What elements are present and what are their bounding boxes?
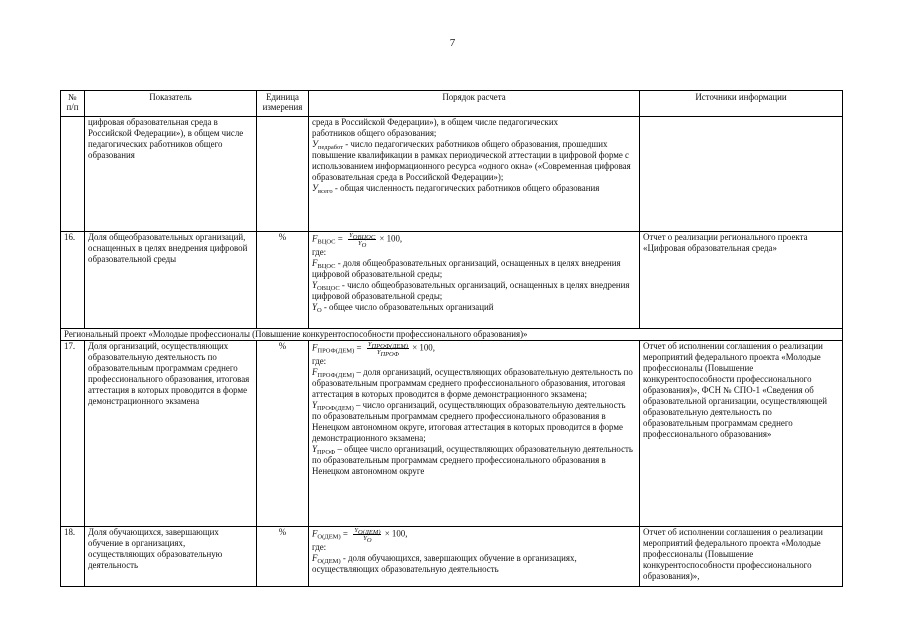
table-row-17 <box>61 341 843 527</box>
calc-line: работников общего образования; <box>312 128 437 138</box>
where-label: где: <box>312 356 327 366</box>
definition-teachers-total: $У_{всего}$ - общая численность педагогических работников общего образования <box>312 183 600 195</box>
definition: $F_{ПРОФ(ДЕМ)}$ – доля организаций, осуществляющих образовательную деятельность по образовательным программам среднего профессионального образования, итоговая аттестация в которых проводится в форме демонстрационного экзамена; <box>312 367 633 399</box>
section-title: Региональный проект «Молодые профессионалы (Повышение конкурентоспособности профессионального образования)» <box>61 329 843 341</box>
formula-fraction: $\frac{Y_{ПРОФ(ДЕМ)}}{Y_{ПРОФ}}$ <box>367 341 408 358</box>
unit-cell: % <box>257 527 309 587</box>
header-source: Источники информации <box>640 91 843 117</box>
unit-cell <box>257 117 309 232</box>
row-num-cell: 17. <box>61 341 85 527</box>
header-num: № п/п <box>61 91 85 117</box>
calc-cell <box>309 527 640 587</box>
table-row-18 <box>61 527 843 587</box>
formula: $F_{О(ДЕМ)}$ = $\frac{Y_{О(ДЕМ)}}{Y_О}$ × 100, <box>312 527 408 544</box>
source-cell: Отчет об исполнении соглашения о реализации мероприятий федерального проекта «Молодые профессионалы (Повышение конкурентоспособности профессионального образования)», ФСН № СПО-1 «Сведения об образовательной организации, осуществляющей образовательную деятельность по образовательным программам среднего профессионального образования» <box>640 341 843 527</box>
header-calc: Порядок расчета <box>309 91 640 117</box>
table-row-continued <box>61 117 843 232</box>
indicator-cell: Доля общеобразовательных организаций, оснащенных в целях внедрения цифровой образовательной среды <box>85 232 257 329</box>
where-label: где: <box>312 542 327 552</box>
header-indicator: Показатель <box>85 91 257 117</box>
definition: $Y_О$ - общее число образовательных организаций <box>312 302 494 314</box>
indicator-cell: цифровая образовательная среда в Российской Федерации»), в общем числе педагогических работников общего образования <box>85 117 257 232</box>
source-cell: Отчет о реализации регионального проекта «Цифровая образовательная среда» <box>640 232 843 329</box>
definition: $F_{О(ДЕМ)}$ - доля обучающихся, завершающих обучение в организациях, осуществляющих образовательную деятельность <box>312 553 577 574</box>
table-header-row <box>61 91 843 117</box>
header-unit: Единица измерения <box>257 91 309 117</box>
formula: $F_{ПРОФ(ДЕМ)}$ = $\frac{Y_{ПРОФ(ДЕМ)}}{Y_{ПРОФ}}$ × 100, <box>312 341 435 358</box>
definition: $Y_{ПРОФ}$ – общее число организаций, осуществляющих образовательную деятельность по образовательным программам среднего профессионального образования в Ненецком автономном округе <box>312 444 633 476</box>
calc-cell <box>309 117 640 232</box>
unit-cell: % <box>257 232 309 329</box>
indicators-table <box>60 90 843 587</box>
row-num-cell: 18. <box>61 527 85 587</box>
calc-line: среда в Российской Федерации»), в общем числе педагогических <box>312 117 559 127</box>
indicator-cell: Доля организаций, осуществляющих образовательную деятельность по образовательным программам среднего профессионального образования, итоговая аттестация в которых проводится в форме демонстрационного экзамена <box>85 341 257 527</box>
definition-teachers-trained: $У_{педработ}$ - число педагогических работников общего образования, прошедших повышение квалификации в рамках периодической аттестации в цифровой форме с использованием информационного ресурса «одного окна» («Современная цифровая образовательная среда в Российской Федерации»); <box>312 139 631 182</box>
unit-cell: % <box>257 341 309 527</box>
formula-fraction: $\frac{Y_{ОВЦОС}}{Y_О}$ <box>349 232 376 249</box>
definition: $Y_{ОВЦОС}$ - число общеобразовательных организаций, оснащенных в целях внедрения цифровой образовательной среды; <box>312 280 630 301</box>
row-num-cell <box>61 117 85 232</box>
page-number: 7 <box>449 37 456 49</box>
formula-fraction: $\frac{Y_{О(ДЕМ)}}{Y_О}$ <box>354 527 381 544</box>
table-row-16 <box>61 232 843 329</box>
source-cell: Отчет об исполнении соглашения о реализации мероприятий федерального проекта «Молодые профессионалы (Повышение конкурентоспособности профессионального образования)», <box>640 527 843 587</box>
source-cell <box>640 117 843 232</box>
where-label: где: <box>312 247 327 257</box>
row-num-cell: 16. <box>61 232 85 329</box>
formula: $F_{ВЦОС}$ = $\frac{Y_{ОВЦОС}}{Y_О}$ × 100, <box>312 232 403 249</box>
calc-cell <box>309 232 640 329</box>
calc-cell <box>309 341 640 527</box>
definition: $F_{ВЦОС}$ - доля общеобразовательных организаций, оснащенных в целях внедрения цифровой образовательной среды; <box>312 258 621 279</box>
definition: $Y_{ПРОФ(ДЕМ)}$ – число организаций, осуществляющих образовательную деятельность по образовательным программам среднего профессионального образования в Ненецком автономном округе, итоговая аттестация в которых проводится в форме демонстрационного экзамена; <box>312 400 626 443</box>
section-row <box>61 329 843 341</box>
indicator-cell: Доля обучающихся, завершающих обучение в организациях, осуществляющих образовательную деятельность <box>85 527 257 587</box>
